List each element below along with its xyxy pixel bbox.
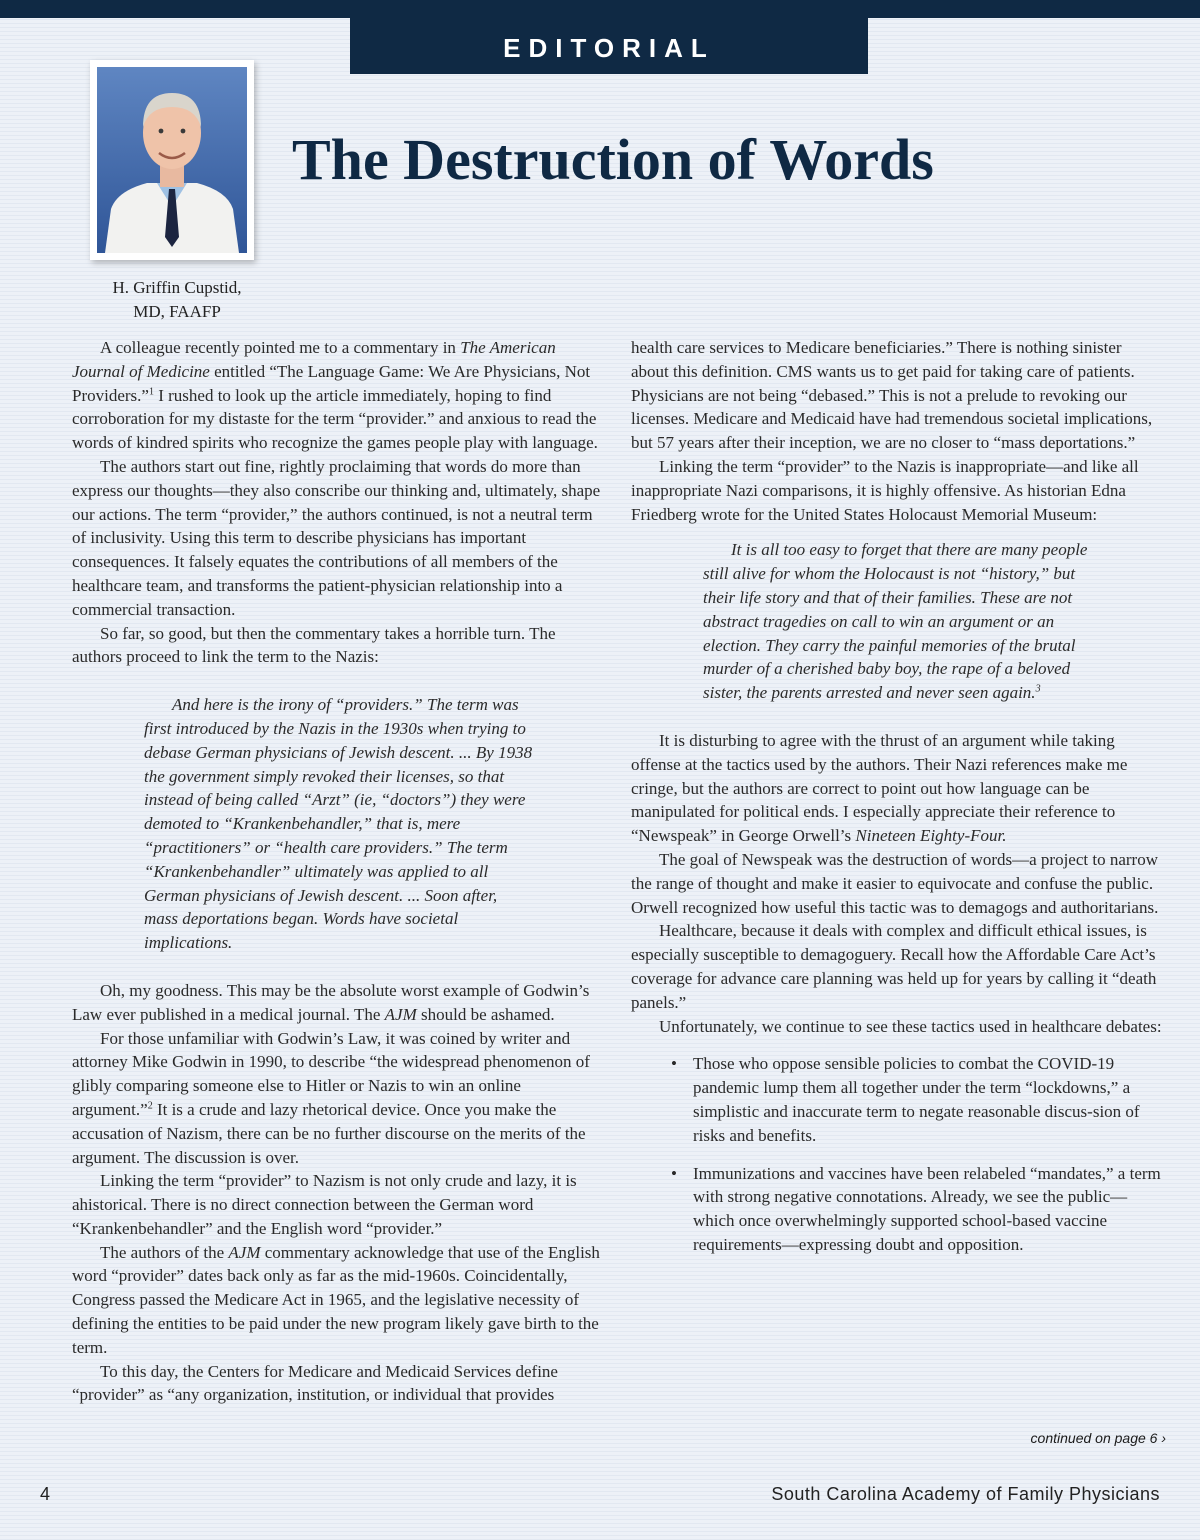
paragraph: The authors start out fine, rightly proclaiming that words do more than express our thoughts—they also conscribe our thinking and, ultimately, shape our actions. The term “provider,” the authors continued, is not a neutral term of inclusivity. Using this term to describe physicians has important consequences. It falsely equates the contributions of all members of the healthcare team, and transforms the patient-physician relationship into a commercial transaction. bbox=[72, 456, 601, 619]
list-item: • Those who oppose sensible policies to combat the COVID-19 pandemic lump them all together under the term “lockdowns,” a simplistic and inaccurate term to negate reasonable discus-sion of risks and benefits. bbox=[671, 1054, 1140, 1145]
paragraph: So far, so good, but then the commentary takes a horrible turn. The authors proceed to link the term to the Nazis: bbox=[72, 623, 556, 667]
paragraph: Linking the term “provider” to Nazism is not only crude and lazy, it is ahistorical. There is no direct connection between the German word “Krankenbehandler” and the English word “provider.” bbox=[72, 1171, 577, 1238]
bullet-icon: • bbox=[671, 1054, 677, 1074]
bullet-icon: • bbox=[671, 1163, 677, 1183]
top-bar bbox=[0, 0, 1200, 18]
list-item: • Immunizations and vaccines have been relabeled “mandates,” a term with strong negative connotations. Already, we see the public—which once overwhelmingly supported school-based vaccine requirements—expressing doubt and opposition. bbox=[671, 1163, 1161, 1254]
article-title: The Destruction of Words bbox=[292, 127, 934, 192]
paragraph: Healthcare, because it deals with complex and difficult ethical issues, is especially susceptible to demagoguery. Recall how the Affordable Care Act’s coverage for advance care planning was held up for years by calling it “death panels.” bbox=[631, 921, 1157, 1012]
paragraph: For those unfamiliar with Godwin’s Law, it was coined by writer and attorney Mike Godwin in 1990, to describe “the widespread phenomenon of glibly comparing someone else to Hitler or Nazis to win an online argument.”$^2$ It is a crude and lazy rhetorical device. Once you make the accusation of Nazism, there can be no further discourse on the merits of the argument. The discussion is over. bbox=[72, 1028, 590, 1167]
author-name: H. Griffin Cupstid, bbox=[112, 278, 242, 297]
block-quote: And here is the irony of “providers.” The term was first introduced by the Nazis in the 1930s when trying to debase German physicians of Jewish descent. ... By 1938 the government simply revoked their licenses, so that instead of being called “Arzt” (ie, “doctors”) they were demoted to “Krankenbehandler,” that is, mere “practitioners” or “health care providers.” The term “Krankenbehandler” ultimately was applied to all German physicians of Jewish descent. ... Soon after, mass deportations began. Words have societal implications. bbox=[144, 695, 533, 953]
continued-link[interactable]: continued on page 6 › bbox=[1030, 1430, 1166, 1446]
author-credentials: MD, FAAFP bbox=[133, 302, 221, 321]
paragraph: The authors of the AJM commentary acknowledge that use of the English word “provider” dates back only as far as the mid-1960s. Coincidentally, Congress passed the Medicare Act in 1965, and the legislative necessity of defining the entities to be paid under the new program likely gave birth to the term. bbox=[72, 1242, 600, 1357]
author-photo bbox=[90, 60, 254, 260]
block-quote: It is all too easy to forget that there are many people still alive for whom the Holocaust is not “history,” but their life story and that of their families. These are not abstract tragedies on call to win an argument or an election. They carry the painful memories of the brutal murder of a cherished baby boy, the rape of a beloved sister, the parents arrested and never seen again.$^3$ bbox=[703, 540, 1088, 703]
bullet-list bbox=[631, 1052, 1163, 1256]
paragraph: Linking the term “provider” to the Nazis is inappropriate—and like all inappropriate Nazi comparisons, it is highly offensive. As historian Edna Friedberg wrote for the United States Holocaust Memorial Museum: bbox=[631, 456, 1139, 524]
portrait-image bbox=[97, 67, 247, 253]
left-column bbox=[72, 336, 604, 1407]
paragraph: Unfortunately, we continue to see these tactics used in healthcare debates: bbox=[659, 1016, 1162, 1036]
page-number: 4 bbox=[40, 1484, 51, 1504]
footer-organization: South Carolina Academy of Family Physicians bbox=[771, 1484, 1160, 1504]
paragraph: It is disturbing to agree with the thrust of an argument while taking offense at the tactics used by the authors. Their Nazi references make me cringe, but the authors are correct to point out how language can be manipulated for political ends. I especially appreciate their reference to “Newspeak” in George Orwell’s Nineteen Eighty-Four. bbox=[631, 730, 1128, 846]
author-byline bbox=[92, 276, 262, 324]
paragraph: To this day, the Centers for Medicare and Medicaid Services define “provider” as “any organization, institution, or individual that provides bbox=[72, 1361, 558, 1405]
paragraph: The goal of Newspeak was the destruction of words—a project to narrow the range of thought and make it easier to equivocate and confuse the public. Orwell recognized how useful this tactic was to demagogs and authoritarians. bbox=[631, 849, 1159, 917]
right-column bbox=[631, 336, 1163, 1271]
paragraph: A colleague recently pointed me to a commentary in The American Journal of Medicine entitled “The Language Game: We Are Physicians, Not Providers.”$^1$ I rushed to look up the article immediately, hoping to find corroboration for my distaste for the term “provider.” and anxious to read the words of kindred spirits who recognize the games people play with language. bbox=[72, 338, 598, 453]
section-banner: EDITORIAL bbox=[350, 18, 868, 74]
paragraph: Oh, my goodness. This may be the absolute worst example of Godwin’s Law ever published in a medical journal. The AJM should be ashamed. bbox=[72, 980, 590, 1024]
paragraph: health care services to Medicare beneficiaries.” There is nothing sinister about this definition. CMS wants us to get paid for taking care of patients. Physicians are not being “debased.” This is not a prelude to revoking our licenses. Medicare and Medicaid have had tremendous societal implications, but 57 years after their inception, we are no closer to “mass deportations.” bbox=[631, 338, 1153, 453]
